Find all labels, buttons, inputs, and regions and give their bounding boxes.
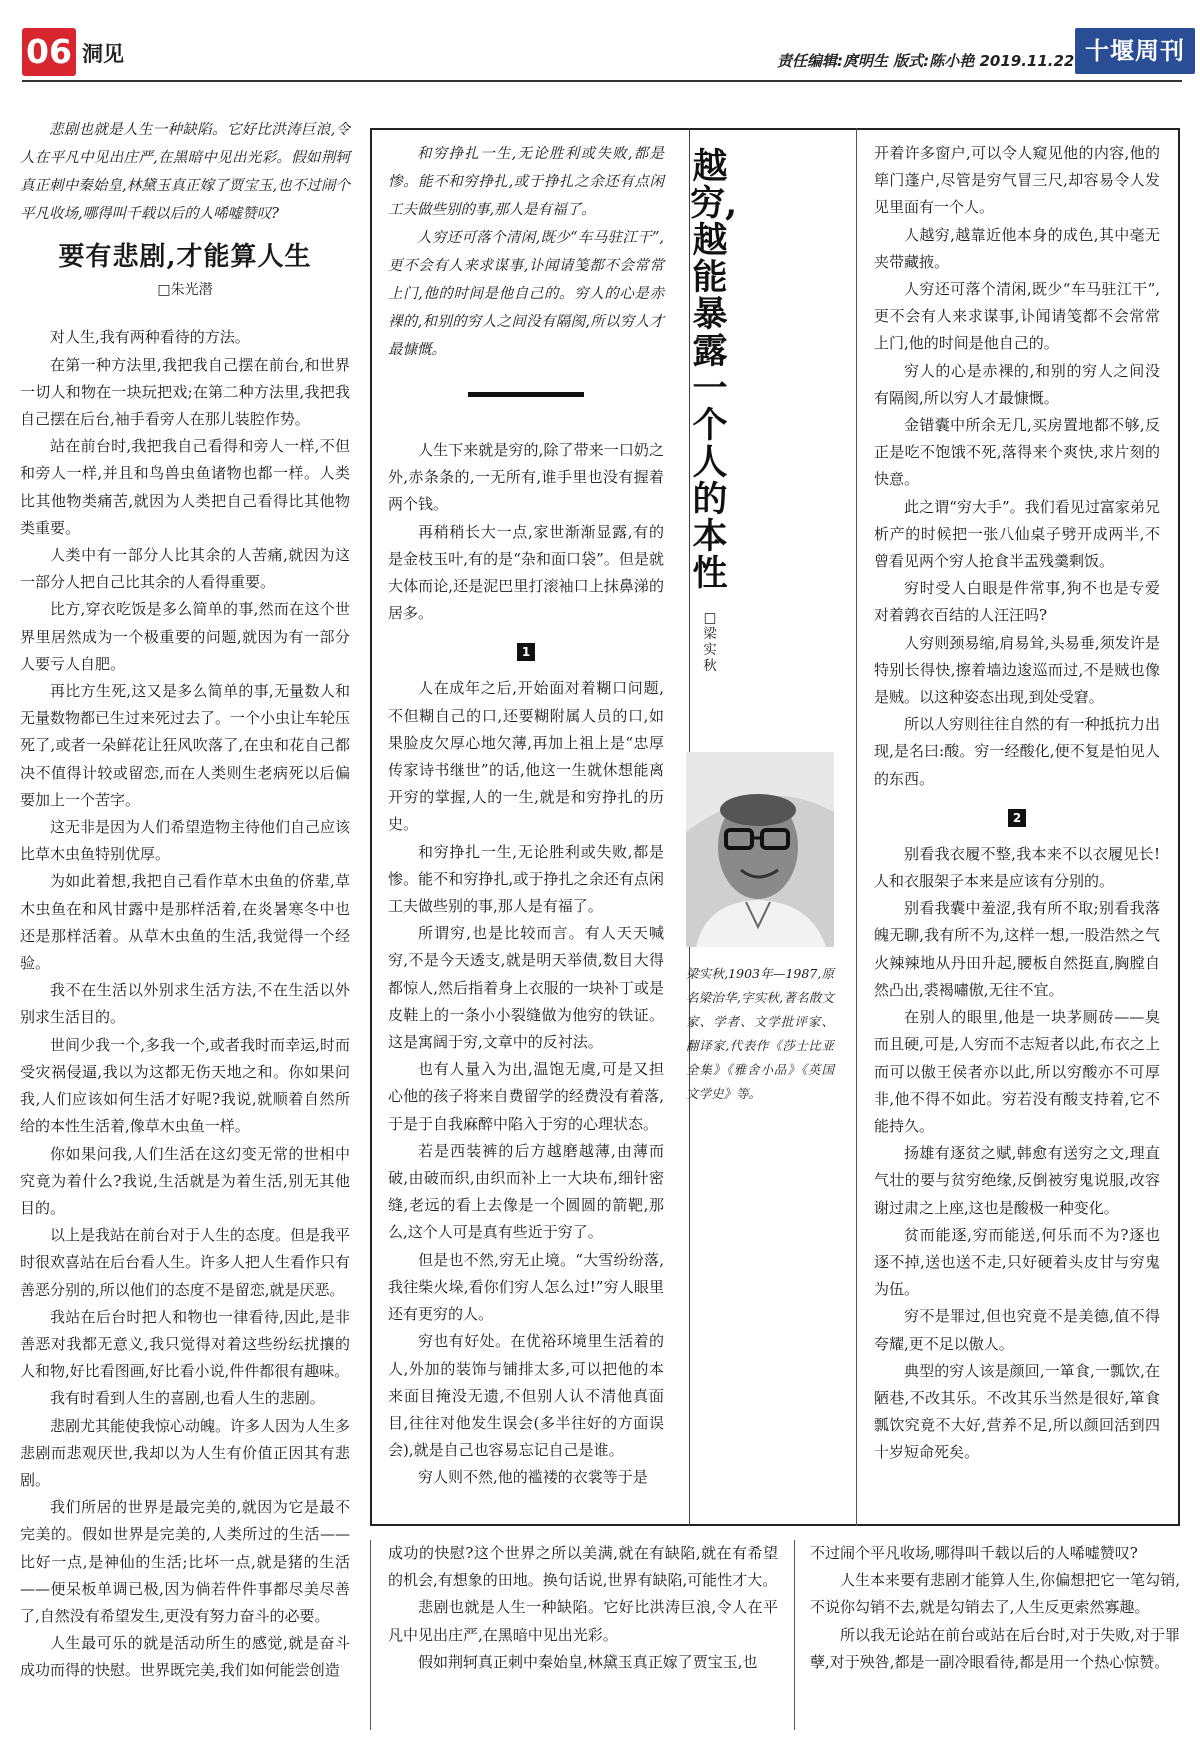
paragraph: 悲剧也就是人生一种缺陷。它好比洪涛巨浪,令人在平凡中见出庄严,在黑暗中见出光彩。 (388, 1598, 778, 1644)
right-essay-opening (388, 437, 664, 627)
paragraph: 穷时受人白眼是件常事,狗不也是专爱对着鹑衣百结的人汪汪吗? (874, 579, 1160, 625)
paragraph: 人越穷,越靠近他本身的成色,其中毫无夹带藏掖。 (874, 225, 1160, 271)
paragraph: 对人生,我有两种看待的方法。 (50, 328, 250, 347)
paragraph: 扬雄有逐贫之赋,韩愈有送穷之文,理直气壮的要与贫穷绝缘,反倒被穷鬼说服,改容谢过肃之上座,这也是酸极一种变化。 (874, 1144, 1160, 1217)
paragraph: 所以我无论站在前台或站在后台时,对于失败,对于罪孽,对于殃咎,都是一副冷眼看待,都是用一个热心惊赞。 (810, 1625, 1180, 1671)
paragraph: 也有人量入为出,温饱无虞,可是又担心他的孩子将来自费留学的经费没有着落,于是于自我麻醉中陷入于穷的心理状态。 (388, 1060, 664, 1133)
section-number-1: 1 (517, 643, 535, 661)
right-essay-section1 (388, 675, 664, 1491)
left-essay-continuation-right (810, 1540, 1180, 1676)
paragraph: 成功的快慰?这个世界之所以美满,就在有缺陷,就在有希望的机会,有想象的田地。换句话说,世界有缺陷,可能性才大。 (388, 1544, 778, 1590)
paragraph: 人穷还可落个清闲,既少“车马驻江干”,更不会有人来求谋事,讣闻请笺都不会常常上门,他的时间是他自己的。 (874, 280, 1160, 353)
section-number-2: 2 (1008, 809, 1026, 827)
paragraph: 站在前台时,我把我自己看得和旁人一样,不但和旁人一样,并且和鸟兽虫鱼诸物也都一样。人类比其他物类痛苦,就因为人类把自己看得比其他物类重要。 (20, 437, 350, 537)
paragraph: 穷不是罪过,但也究竟不是美德,值不得夸耀,更不足以傲人。 (874, 1307, 1160, 1353)
right-essay-author: □梁实秋 (703, 610, 717, 674)
bottom-rule-2 (794, 1540, 795, 1730)
paragraph: 别看我囊中羞涩,我有所不取;别看我落魄无聊,我有所不为,这样一想,一股浩然之气火辣辣地从丹田升起,腰板自然挺直,胸膛自然凸出,裘褐嘯傲,无往不宜。 (874, 899, 1160, 999)
paragraph: 人穷还可落个清闲,既少“车马驻江干”,更不会有人来求谋事,讣闻请笺都不会常常上门,他的时间是他自己的。穷人的心是赤裸的,和别的穷人之间没有隔阂,所以穷人才最慷慨。 (388, 230, 664, 358)
paragraph: 穷人则不然,他的褴褛的衣裳等于是 (418, 1468, 648, 1487)
right-essay-title: 越穷,越能暴露一个人的本性 (690, 146, 738, 594)
author-portrait (686, 752, 834, 947)
paragraph: 若是西装裤的后方越磨越薄,由薄而破,由破而织,由织而补上一大块布,细针密缝,老远的看上去像是一个圆圆的箭靶,那么,这个人可是真有些近于穷了。 (388, 1141, 664, 1242)
paragraph: 和穷挣扎一生,无论胜利或失败,都是惨。能不和穷挣扎,或于挣扎之余还有点闲工夫做些别的事,那人是有福了。 (388, 146, 664, 218)
paragraph: 金错囊中所余无几,买房置地都不够,反正是吃不饱饿不死,落得来个爽快,求片刻的快意。 (874, 416, 1160, 489)
portrait-image (686, 752, 834, 947)
paragraph: 在别人的眼里,他是一块茅厕砖——臭而且硬,可是,人穷而不志短者以此,布衣之上而可以傲王侯者亦以此,所以穷酸亦不可厚非,他不得不如此。穷若没有酸支持着,它不能持久。 (874, 1008, 1160, 1135)
paragraph: 穷也有好处。在优裕环境里生活着的人,外加的装饰与铺排太多,可以把他的本来面目掩没无遗,不但别人认不清他真面目,往往对他发生误会(多半往好的方面误会),就是自己也容易忘记自己是谁。 (388, 1332, 664, 1460)
right-essay-col1 (388, 140, 664, 1492)
right-essay-intro (388, 140, 664, 364)
continuation-right-body (810, 1540, 1180, 1676)
paragraph: 人生最可乐的就是活动所生的感觉,就是奋斗成功而得的快慰。世界既完美,我们如何能尝创造 (20, 1634, 350, 1680)
paragraph: 悲剧尤其能使我惊心动魄。许多人因为人生多悲剧而悲观厌世,我却以为人生有价值正因其有悲剧。 (20, 1416, 351, 1489)
paragraph: 我有时看到人生的喜剧,也看人生的悲剧。 (50, 1389, 325, 1408)
paragraph: 人在成年之后,开始面对着糊口问题,不但糊自己的口,还要糊附属人员的口,如果脸皮欠厚心地欠薄,再加上祖上是“忠厚传家诗书继世”的话,他这一生就休想能离开穷的掌握,人的一生,就是和穷挣扎的历史。 (388, 679, 664, 834)
editors-line: 责任编辑:庹明生 版式:陈小艳 2019.11.22 (777, 52, 1075, 70)
paragraph: 以上是我站在前台对于人生的态度。但是我平时很欢喜站在后台看人生。许多人把人生看作只有善恶分别的,所以他们的态度不是留恋,就是厌恶。 (20, 1226, 351, 1299)
paragraph: 和穷挣扎一生,无论胜利或失败,都是惨。能不和穷挣扎,或于挣扎之余还有点闲工夫做些别的事,那人是有福了。 (388, 842, 664, 916)
paragraph: 典型的穷人该是颜回,一箪食,一瓢饮,在陋巷,不改其乐。不改其乐当然是很好,箪食瓢饮究竟不大好,营养不足,所以颜回活到四十岁短命死矣。 (874, 1361, 1160, 1462)
header-rule (22, 80, 1182, 82)
paragraph: 我不在生活以外别求生活方法,不在生活以外别求生活目的。 (20, 981, 350, 1027)
paragraph: 再比方生死,这又是多么简单的事,无量数人和无量数物都已生过来死过去了。一个小虫让车轮压死了,或者一朵鲜花让狂风吹落了,在虫和花自己都决不值得计较或留恋,而在人类则生老病死以后偏要加上一个苦字。 (20, 682, 351, 809)
paragraph: 但是也不然,穷无止境。“大雪纷纷落,我往柴火垛,看你们穷人怎么过!”穷人眼里还有更穷的人。 (388, 1250, 664, 1324)
paragraph: 贫而能逐,穷而能送,何乐而不为?逐也逐不掉,送也送不走,只好硬着头皮甘与穷鬼为伍。 (874, 1225, 1160, 1299)
paragraph: 不过闹个平凡收场,哪得叫千载以后的人唏嘘赞叹? (810, 1544, 1138, 1562)
left-essay-author: □朱光潜 (157, 282, 213, 299)
paragraph: 假如荆轲真正刺中秦始皇,林黛玉真正嫁了贾宝玉,也 (418, 1652, 758, 1671)
paragraph: 别看我衣履不整,我本来不以衣履见长!人和衣服架子本来是应该有分别的。 (874, 844, 1160, 891)
paragraph: 为如此着想,我把自己看作草木虫鱼的侪辈,草木虫鱼在和风甘露中是那样活着,在炎暑寒冬中也还是那样活着。从草木虫鱼的生活,我觉得一个经验。 (20, 872, 350, 973)
paragraph: 这无非是因为人们希望造物主待他们自己应该比草木虫鱼特别优厚。 (20, 818, 351, 864)
paragraph: 人生下来就是穷的,除了带来一口奶之外,赤条条的,一无所有,谁手里也没有握着两个钱。 (388, 441, 664, 514)
paragraph: 你如果问我,人们生活在这幻变无常的世相中究竟为着什么?我说,生活就是为着生活,别无其他目的。 (20, 1144, 350, 1217)
continuation-mid-body (388, 1540, 778, 1676)
paragraph: 世间少我一个,多我一个,或者我时而幸运,时而受灾祸侵逼,我以为这都无伤天地之和。你如果问我,人们应该如何生活才好呢?我说,就顺着自然所给的本性生活着,像草木虫鱼一样。 (20, 1035, 350, 1136)
right-essay-section2 (874, 841, 1160, 1467)
left-essay-intro: 悲剧也就是人生一种缺陷。它好比洪涛巨浪,令人在平凡中见出庄严,在黑暗中见出光彩。假如荆轲真正刺中秦始皇,林黛玉真正嫁了贾宝玉,也不过闹个平凡收场,哪得叫千载以后的人唏嘘赞叹? (20, 122, 350, 222)
paragraph: 所以人穷则往往自然的有一种抵抗力出现,是名曰:酸。穷一经酸化,便不复是怕见人的东西。 (874, 715, 1160, 788)
left-essay-title: 要有悲剧,才能算人生 (58, 242, 312, 272)
page-number: 06 (22, 28, 76, 76)
paragraph: 我站在后台时把人和物也一律看待,因此,是非善恶对我都无意义,我只觉得对着这些纷纭扰攘的人和物,好比看图画,好比看小说,件件都很有趣味。 (20, 1307, 350, 1381)
paragraph: 我们所居的世界是最完美的,就因为它是最不完美的。假如世界是完美的,人类所过的生活——比好一点,是神仙的生活;比坏一点,就是猪的生活——便呆板单调已极,因为倘若件件事都尽美尽善了,自然没有希望发生,更没有努力奋斗的必要。 (20, 1498, 350, 1625)
paragraph: 所谓穷,也是比较而言。有人天天喊穷,不是今天透支,就是明天举债,数目大得都惊人,然后指着身上衣服的一块补丁或是皮鞋上的一条小小裂缝做为他穷的铁证。这是寓阔于穷,文章中的反衬法。 (388, 924, 664, 1052)
paragraph: 人类中有一部分人比其余的人苦痛,就因为这一部分人把自己比其余的人看得重要。 (20, 546, 350, 592)
page-header (22, 28, 1185, 80)
paragraph: 人穷则颈易缩,肩易耸,头易垂,须发许是特别长得快,擦着墙边逡巡而过,不是贼也像是贼。以这种姿态出现,到处受窘。 (874, 633, 1160, 707)
bottom-rule-1 (370, 1540, 371, 1730)
portrait-caption: 梁实秋,1903年—1987,原名梁治华,字实秋,著名散文家、学者、文学批评家、翻译家,代表作《莎士比亚全集》《雅舍小品》《英国文学史》等。 (686, 966, 834, 1101)
right-essay-col3-body (874, 140, 1160, 793)
right-essay-col3 (874, 140, 1160, 1467)
paragraph: 穷人的心是赤裸的,和别的穷人之间没有隔阂,所以穷人才最慷慨。 (874, 361, 1160, 407)
paragraph: 开着许多窗户,可以令人窥见他的内容,他的筚门蓬户,尽管是穷气冒三尺,却容易令人发见里面有一个人。 (874, 144, 1160, 217)
left-essay-continuation-mid (388, 1540, 778, 1676)
left-essay-column (20, 116, 350, 1685)
paragraph: 在第一种方法里,我把我自己摆在前台,和世界一切人和物在一块玩把戏;在第二种方法里,我把我自己摆在后台,袖手看旁人在那儿装腔作势。 (20, 355, 350, 429)
paragraph: 此之谓“穷大手”。我们看见过富家弟兄析产的时候把一张八仙桌子劈开成两半,不曾看见两个穷人抢食半盂残羹剩饭。 (874, 497, 1160, 571)
masthead-logo: 十堰周刊 (1075, 28, 1195, 74)
section-title: 洞见 (82, 42, 124, 66)
paragraph: 再稍稍长大一点,家世渐渐显露,有的是金枝玉叶,有的是“杂和面口袋”。但是就大体而论,还是泥巴里打滚袖口上抹鼻涕的居多。 (388, 522, 664, 623)
paragraph: 比方,穿衣吃饭是多么简单的事,然而在这个世界里居然成为一个极重要的问题,就因为有一部分人要亏人自肥。 (20, 600, 350, 673)
divider-bar (468, 392, 584, 397)
title-rule-right (856, 128, 857, 1526)
paragraph: 人生本来要有悲剧才能算人生,你偏想把它一笔勾销,不说你勾销不去,就是勾销去了,人生反更索然寡趣。 (810, 1571, 1180, 1617)
left-essay-body (20, 324, 350, 1684)
